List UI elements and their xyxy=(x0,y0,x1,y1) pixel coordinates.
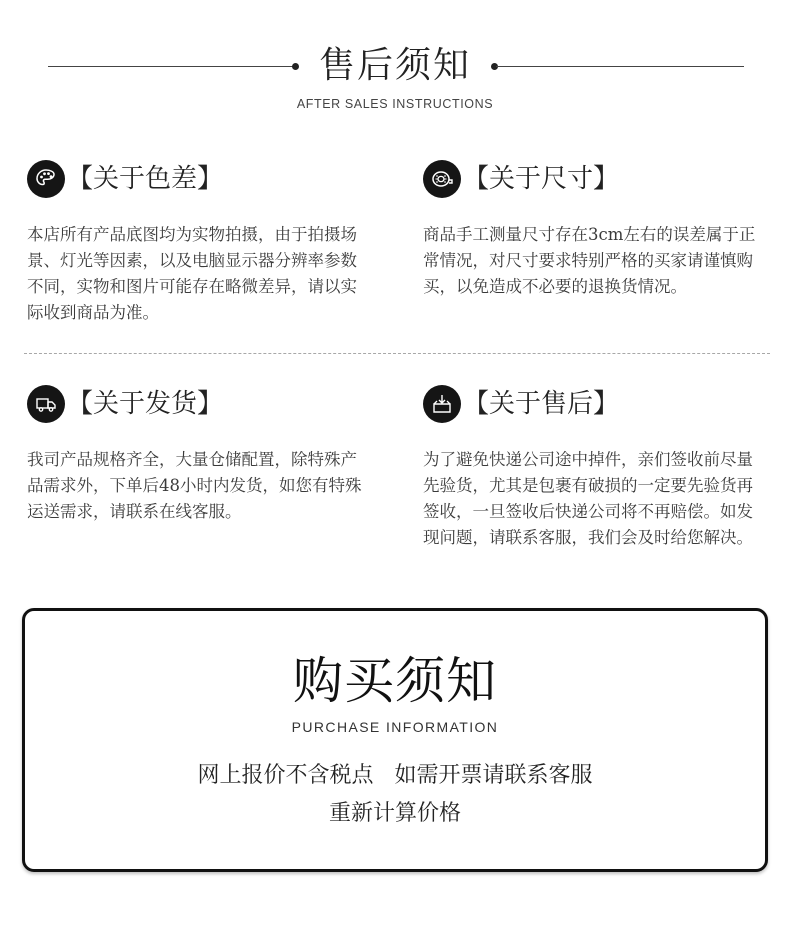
section-body: 为了避免快递公司途中掉件，亲们签收前尽量先验货，尤其是包裹有破损的一定要先验货再签收，一旦签收后快递公司将不再赔偿。如发现问题，请联系客服，我们会及时给您解决。 xyxy=(423,450,753,547)
page-title: 售后须知 xyxy=(318,45,471,86)
section-heading xyxy=(27,385,223,423)
section-heading xyxy=(423,160,619,198)
purchase-info-box xyxy=(22,608,768,872)
section-title: 【关于售后】 xyxy=(463,389,620,419)
section-heading xyxy=(27,160,223,198)
page-header xyxy=(0,40,790,120)
section-title: 【关于色差】 xyxy=(67,164,224,194)
section-body: 商品手工测量尺寸存在3cm左右的误差属于正常情况，对尺寸要求特别严格的买家请谨慎购买，以免造成不必要的退换货情况。 xyxy=(423,225,756,296)
section-divider xyxy=(24,353,770,354)
purchase-note-line-1: 网上报价不含税点 如需开票请联系客服 xyxy=(197,763,593,788)
page-subtitle: AFTER SALES INSTRUCTIONS xyxy=(296,97,494,111)
tape-measure-icon xyxy=(423,160,461,198)
truck-icon xyxy=(27,385,65,423)
package-return-icon xyxy=(423,385,461,423)
header-divider-right xyxy=(496,66,744,67)
purchase-subtitle: PURCHASE INFORMATION xyxy=(291,719,499,735)
section-title: 【关于发货】 xyxy=(67,389,224,419)
section-heading xyxy=(423,385,619,423)
section-body: 本店所有产品底图均为实物拍摄，由于拍摄场景、灯光等因素，以及电脑显示器分辨率参数不同，实物和图片可能存在略微差异，请以实际收到商品为准。 xyxy=(27,225,357,322)
section-title: 【关于尺寸】 xyxy=(463,164,620,194)
section-body: 我司产品规格齐全，大量仓储配置，除特殊产品需求外，下单后48小时内发货，如您有特殊运送需求，请联系在线客服。 xyxy=(27,450,362,521)
purchase-title: 购买须知 xyxy=(293,652,497,710)
purchase-note-line-2: 重新计算价格 xyxy=(328,801,461,826)
palette-icon xyxy=(27,160,65,198)
